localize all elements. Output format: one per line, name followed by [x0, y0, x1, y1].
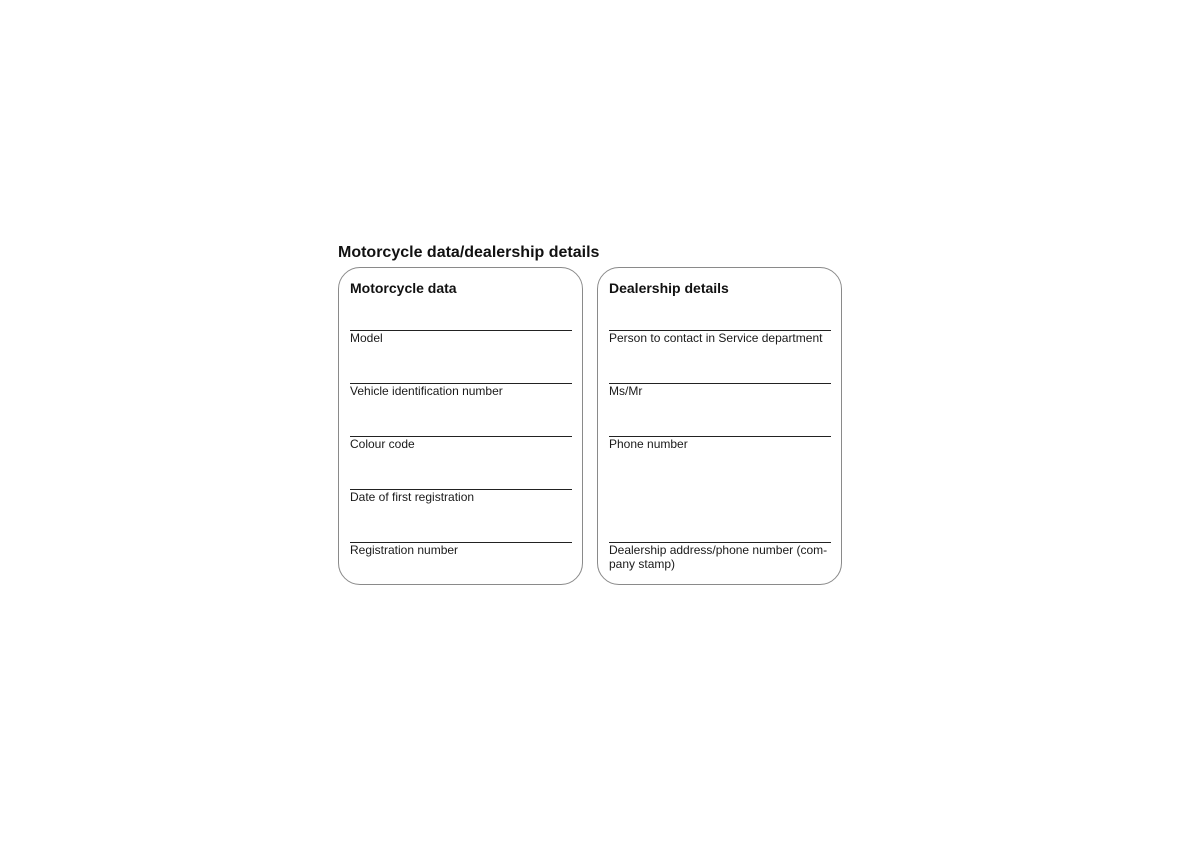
model-label: Model [350, 331, 383, 345]
colour-code-label: Colour code [350, 437, 415, 451]
page-title: Motorcycle data/dealership details [338, 244, 600, 261]
phone-number-label: Phone number [609, 437, 688, 451]
dealership-details-card [597, 267, 842, 585]
motorcycle-data-card [338, 267, 583, 585]
service-contact-label: Person to contact in Service department [609, 331, 823, 345]
first-registration-label: Date of first registration [350, 490, 475, 504]
ms-mr-label: Ms/Mr [609, 384, 643, 398]
dealership-address-label: Dealership address/phone number (com- pany stamp) [609, 543, 828, 571]
registration-number-label: Registration number [350, 543, 459, 557]
dealership-details-title: Dealership details [609, 280, 729, 296]
vin-label: Vehicle identification number [350, 384, 503, 398]
motorcycle-data-title: Motorcycle data [350, 280, 457, 296]
